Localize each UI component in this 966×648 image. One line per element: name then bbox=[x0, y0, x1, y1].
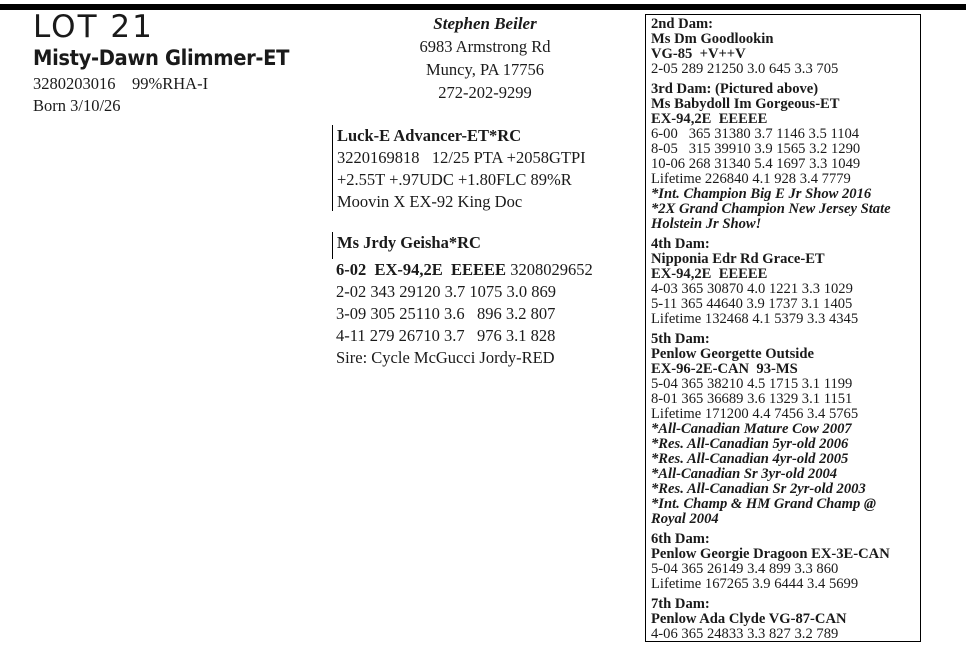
sire-block bbox=[332, 125, 586, 211]
production-record: 5-04 365 26149 3.4 899 3.3 860 bbox=[651, 561, 839, 577]
generation-header: 3rd Dam: (Pictured above) bbox=[651, 81, 819, 97]
production-record: Lifetime 226840 4.1 928 3.4 7779 bbox=[651, 171, 851, 187]
ancestor-name: Penlow Georgette Outside bbox=[651, 346, 814, 362]
animal-name: Misty-Dawn Glimmer-ET bbox=[33, 46, 290, 70]
show-honor: *Int. Champion Big E Jr Show 2016 bbox=[651, 186, 872, 202]
ancestor-name: Ms Babydoll Im Gorgeous-ET bbox=[651, 96, 840, 112]
pedigree-generation bbox=[651, 82, 915, 232]
dam-sire: Sire: Cycle McGucci Jordy-RED bbox=[336, 348, 555, 367]
show-honor: *All-Canadian Mature Cow 2007 bbox=[651, 421, 852, 437]
animal-registration: 3280203016 99%RHA-I bbox=[33, 74, 209, 93]
production-record: 10-06 268 31340 5.4 1697 3.3 1049 bbox=[651, 156, 861, 172]
production-record: 5-04 365 38210 4.5 1715 3.1 1199 bbox=[651, 376, 853, 392]
production-record: 5-11 365 44640 3.9 1737 3.1 1405 bbox=[651, 296, 853, 312]
pedigree-box bbox=[645, 14, 921, 642]
production-record: 2-05 289 21250 3.0 645 3.3 705 bbox=[651, 61, 839, 77]
show-honor: Royal 2004 bbox=[651, 511, 719, 527]
show-honor: *All-Canadian Sr 3yr-old 2004 bbox=[651, 466, 838, 482]
pedigree-generation bbox=[651, 237, 915, 327]
production-record: Lifetime 132468 4.1 5379 3.3 4345 bbox=[651, 311, 859, 327]
dam-record: 4-11 279 26710 3.7 976 3.1 828 bbox=[336, 326, 556, 345]
production-record: 4-03 365 30870 4.0 1221 3.3 1029 bbox=[651, 281, 853, 297]
sire-line: +2.55T +.97UDC +1.80FLC 89%R bbox=[337, 170, 572, 189]
sire-line: 3220169818 12/25 PTA +2058GTPI bbox=[337, 148, 586, 167]
ancestor-name: Penlow Georgie Dragoon EX-3E-CAN bbox=[651, 546, 890, 562]
generation-header: 2nd Dam: bbox=[651, 16, 714, 32]
animal-birthdate: Born 3/10/26 bbox=[33, 96, 121, 115]
dam-details bbox=[336, 259, 593, 369]
pedigree-generation bbox=[651, 597, 915, 642]
production-record: 4-06 365 24833 3.3 827 3.2 789 bbox=[651, 626, 839, 642]
consignor-city: Muncy, PA 17756 bbox=[426, 60, 544, 79]
ancestor-classification: EX-94,2E EEEEE bbox=[651, 111, 768, 127]
consignor-address: 6983 Armstrong Rd bbox=[419, 37, 551, 56]
production-record: Lifetime 171200 4.4 7456 3.4 5765 bbox=[651, 406, 859, 422]
production-record: Lifetime 167265 3.9 6444 3.4 5699 bbox=[651, 576, 859, 592]
ancestor-classification: VG-85 +V++V bbox=[651, 46, 746, 62]
dam-record: 2-02 343 29120 3.7 1075 3.0 869 bbox=[336, 282, 556, 301]
consignor-phone: 272-202-9299 bbox=[438, 83, 532, 102]
show-honor: *Res. All-Canadian Sr 2yr-old 2003 bbox=[651, 481, 866, 497]
generation-header: 4th Dam: bbox=[651, 236, 710, 252]
production-record: 6-00 365 31380 3.7 1146 3.5 1104 bbox=[651, 126, 860, 142]
show-honor: *Res. All-Canadian 5yr-old 2006 bbox=[651, 436, 849, 452]
dam-classification: 6-02 EX-94,2E EEEEE bbox=[336, 260, 507, 279]
ancestor-name: Penlow Ada Clyde VG-87-CAN bbox=[651, 611, 847, 627]
show-honor: *2X Grand Champion New Jersey State bbox=[651, 201, 891, 217]
pedigree-generation bbox=[651, 532, 915, 592]
consignor-name: Stephen Beiler bbox=[433, 14, 537, 33]
production-record: 8-01 365 36689 3.6 1329 3.1 1151 bbox=[651, 391, 853, 407]
pedigree-generation bbox=[651, 332, 915, 527]
generation-header: 6th Dam: bbox=[651, 531, 710, 547]
ancestor-classification: EX-96-2E-CAN 93-MS bbox=[651, 361, 798, 377]
show-honor: *Res. All-Canadian 4yr-old 2005 bbox=[651, 451, 849, 467]
dam-registration: 3208029652 bbox=[506, 260, 593, 279]
dam-name: Ms Jrdy Geisha*RC bbox=[337, 233, 481, 252]
show-honor: *Int. Champ & HM Grand Champ @ bbox=[651, 496, 877, 512]
dam-block bbox=[332, 232, 481, 259]
ancestor-name: Ms Dm Goodlookin bbox=[651, 31, 774, 47]
pedigree-generation bbox=[651, 17, 915, 77]
generation-header: 7th Dam: bbox=[651, 596, 710, 612]
dam-record: 3-09 305 25110 3.6 896 3.2 807 bbox=[336, 304, 556, 323]
production-record: 8-05 315 39910 3.9 1565 3.2 1290 bbox=[651, 141, 861, 157]
ancestor-classification: EX-94,2E EEEEE bbox=[651, 266, 768, 282]
show-honor: Holstein Jr Show! bbox=[651, 216, 762, 232]
lot-number: LOT 21 bbox=[33, 9, 154, 45]
sire-line: Moovin X EX-92 King Doc bbox=[337, 192, 523, 211]
generation-header: 5th Dam: bbox=[651, 331, 710, 347]
sire-name: Luck-E Advancer-ET*RC bbox=[337, 126, 522, 145]
ancestor-name: Nipponia Edr Rd Grace-ET bbox=[651, 251, 825, 267]
consignor-info bbox=[392, 12, 578, 104]
